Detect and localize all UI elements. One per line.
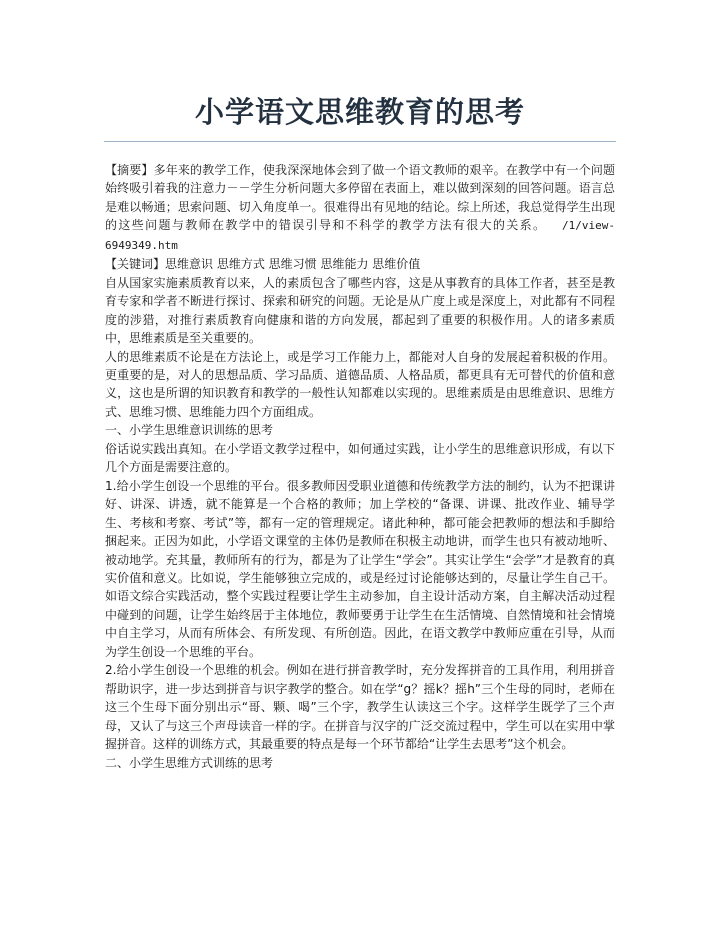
abstract-text: 多年来的教学工作，使我深深地体会到了做一个语文教师的艰辛。在教学中有一个问题始终吸引着我的注意力－－学生分析问题大多停留在表面上，难以做到深刻的回答问题。语言总是难以畅通；思索问题、切入角度单一。很难得出有见地的结论。综上所述，我总觉得学生出现的这些问题与教师在教学中的错误引导和不科学的教学方法有很大的关系。 (105, 163, 615, 233)
body-paragraph: 自从国家实施素质教育以来，人的素质包含了哪些内容，这是从事教育的具体工作者，甚至是教育专家和学者不断进行探讨、探索和研究的问题。无论是从广度上或是深度上，对此都有不同程度的涉猎，对推行素质教育向健康和谐的方向发展，都起到了重要的积极作用。人的诸多素质中，思维素质是至关重要的。 (105, 275, 615, 346)
title-divider (104, 141, 616, 142)
keywords-paragraph (105, 255, 615, 273)
abstract-paragraph (105, 161, 615, 255)
section-heading: 一、小学生思维意识训练的思考 (105, 423, 274, 438)
abstract-label: 【摘要】 (105, 163, 154, 177)
keywords-text: 思维意识 思维方式 思维习惯 思维能力 思维价值 (165, 257, 421, 272)
keywords-label: 【关键词】 (105, 257, 166, 272)
body-paragraph: 1.给小学生创设一个思维的平台。很多教师因受职业道德和传统教学方法的制约，认为不把课讲好、讲深、讲透，就不能算是一个合格的教师；加上学校的“备课、讲课、批改作业、辅导学生、考核和考察、考试”等，都有一定的管理规定。诸此种种，都可能会把教师的想法和手脚给捆起来。正因为如此，小学语文课堂的主体仍是教师在积极主动地讲，而学生也只有被动地听、被动地学。充其量，教师所有的行为，都是为了让学生“学会”。其实让学生“会学”才是教育的真实价值和意义。比如说，学生能够独立完成的，或是经过讨论能够达到的，尽量让学生自己干。如语文综合实践活动，整个实践过程要让学生主动参加，自主设计活动方案，自主解决活动过程中碰到的问题，让学生始终居于主体地位，教师要勇于让学生在生活情境、自然情境和社会情境中自主学习，从而有所体会、有所发现、有所创造。因此，在语文教学中教师应重在引导，从而为学生创设一个思维的平台。 (105, 478, 615, 659)
body-paragraph: 人的思维素质不论是在方法论上，或是学习工作能力上，都能对人自身的发展起着积极的作用。更重要的是，对人的思想品质、学习品质、道德品质、人格品质，都更具有无可替代的价值和意义，这也是所谓的知识教育和教学的一般性认知都难以实现的。思维素质是由思维意识、思维方式、思维习惯、思维能力四个方面组成。 (105, 349, 615, 419)
abstract-link[interactable]: /1/view-6949349.htm (105, 219, 615, 252)
document-body (105, 161, 615, 772)
body-paragraph: 2.给小学生创设一个思维的机会。例如在进行拼音教学时，充分发挥拼音的工具作用，利用拼音帮助识字，进一步达到拼音与识字教学的整合。如在学“g？摇k？摇h”三个生母的同时，老师在这三个生母下面分别出示“哥、颗、喝”三个字，教学生认读这三个字。这样学生既学了三个声母，又认了与这三个声母读音一样的字。在拼音与汉字的广泛交流过程中，学生可以在实用中掌握拼音。这样的训练方式，其最重要的特点是每一个环节都给“让学生去思考”这个机会。 (105, 663, 615, 752)
body-paragraph: 俗话说实践出真知。在小学语文教学过程中，如何通过实践，让小学生的思维意识形成，有以下几个方面是需要注意的。 (105, 441, 615, 475)
section-heading: 二、小学生思维方式训练的思考 (105, 755, 274, 770)
document-title: 小学语文思维教育的思考 (194, 95, 525, 129)
